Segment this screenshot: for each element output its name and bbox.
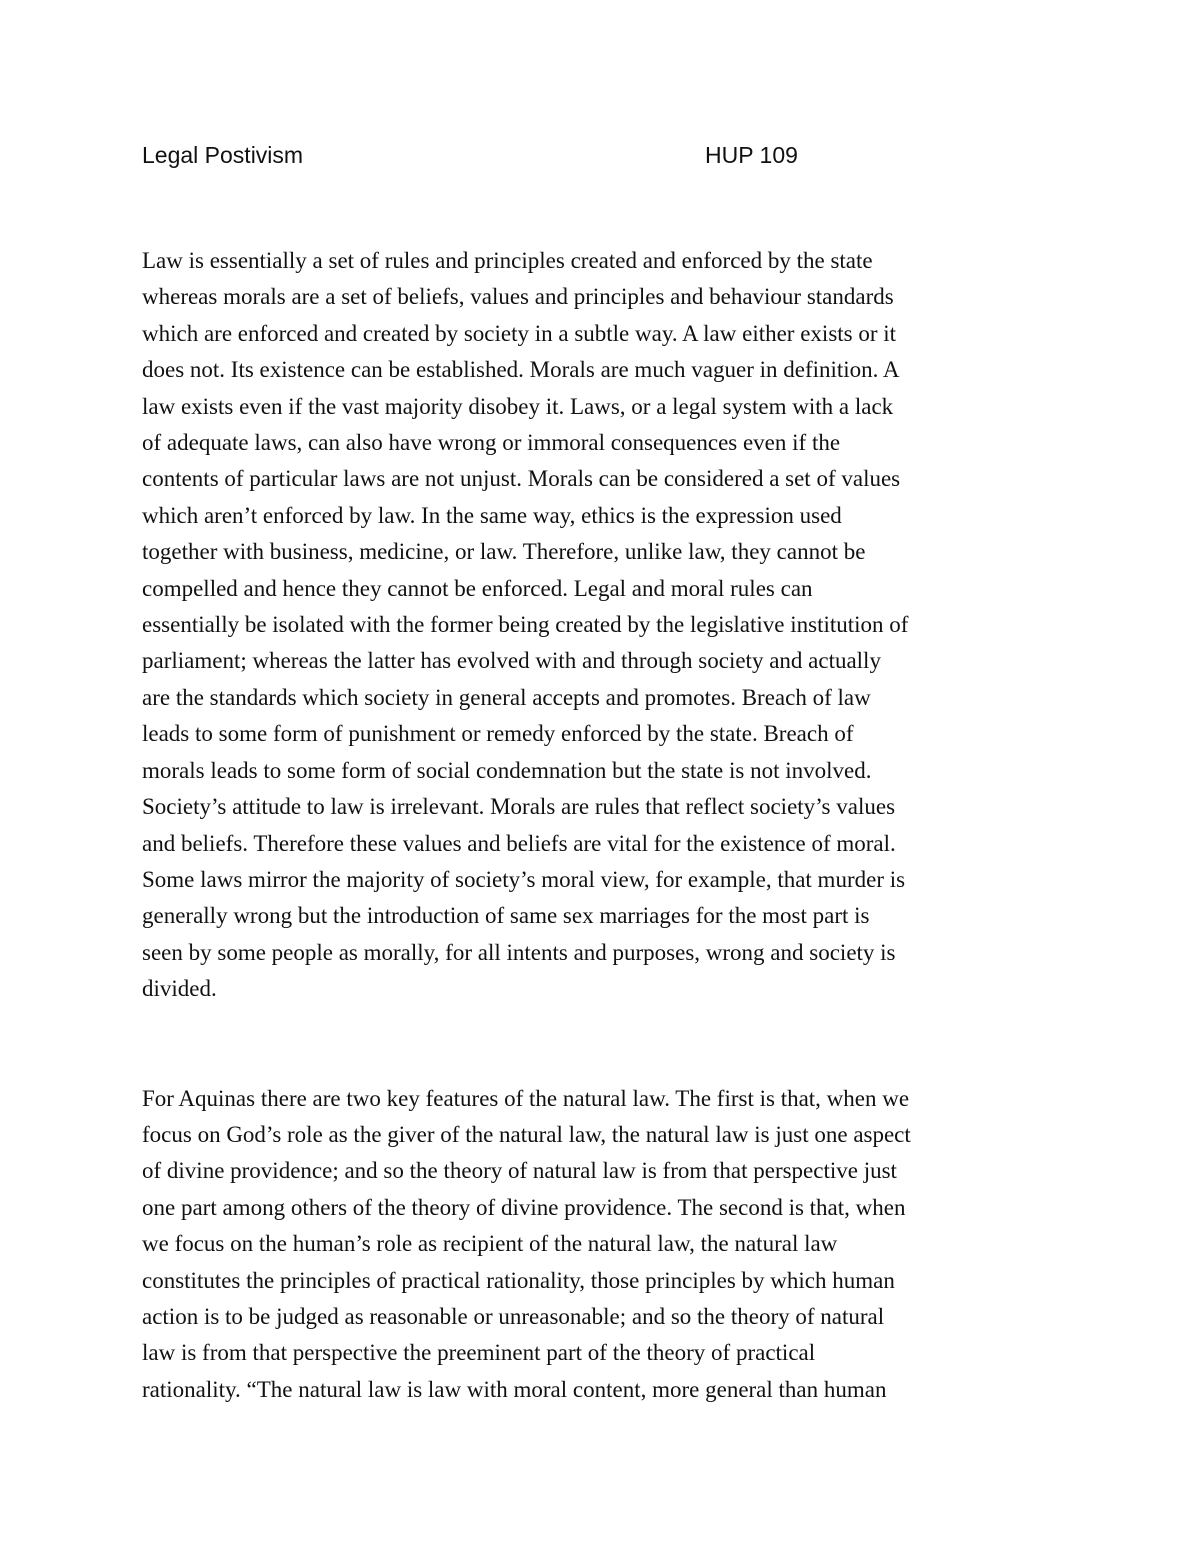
text-line: For Aquinas there are two key features of the natural law. The first is that, when we: [142, 1085, 910, 1111]
text-line: Society’s attitude to law is irrelevant. Morals are rules that reflect society’s values: [142, 794, 896, 820]
text-line: law exists even if the vast majority disobey it. Laws, or a legal system with a lack: [142, 393, 894, 419]
text-line: are the standards which society in general accepts and promotes. Breach of law: [142, 684, 871, 710]
text-line: contents of particular laws are not unjust. Morals can be considered a set of values: [142, 466, 901, 492]
text-line: together with business, medicine, or law. Therefore, unlike law, they cannot be: [142, 539, 866, 565]
text-line: of divine providence; and so the theory of natural law is from that perspective just: [142, 1158, 897, 1184]
text-line: parliament; whereas the latter has evolved with and through society and actually: [142, 648, 881, 674]
document-title: Legal Postivism: [142, 142, 304, 168]
text-line: compelled and hence they cannot be enforced. Legal and moral rules can: [142, 575, 813, 601]
text-line: law is from that perspective the preeminent part of the theory of practical: [142, 1340, 816, 1366]
text-line: essentially be isolated with the former being created by the legislative institution of: [142, 612, 909, 638]
text-line: constitutes the principles of practical rationality, those principles by which human: [142, 1267, 895, 1293]
text-line: which aren’t enforced by law. In the same way, ethics is the expression used: [142, 502, 842, 528]
text-line: leads to some form of punishment or remedy enforced by the state. Breach of: [142, 721, 854, 747]
text-line: morals leads to some form of social condemnation but the state is not involved.: [142, 757, 872, 783]
document-body: [142, 243, 1060, 1408]
text-line: of adequate laws, can also have wrong or immoral consequences even if the: [142, 430, 841, 456]
text-line: we focus on the human’s role as recipient of the natural law, the natural law: [142, 1231, 838, 1257]
paragraph-aquinas-natural-law: [142, 1081, 1060, 1409]
document-header: [142, 142, 1060, 182]
text-line: Law is essentially a set of rules and principles created and enforced by the state: [142, 248, 873, 273]
text-line: one part among others of the theory of divine providence. The second is that, when: [142, 1194, 906, 1220]
text-line: Some laws mirror the majority of society’s moral view, for example, that murder is: [142, 866, 906, 892]
text-line: rationality. “The natural law is law with moral content, more general than human: [142, 1376, 887, 1402]
paragraph-legal-vs-moral: [142, 243, 1060, 1008]
text-line: which are enforced and created by society in a subtle way. A law either exists or it: [142, 320, 897, 346]
text-line: divided.: [142, 976, 217, 1002]
text-line: does not. Its existence can be established. Morals are much vaguer in definition. A: [142, 357, 900, 383]
text-line: action is to be judged as reasonable or unreasonable; and so the theory of natural: [142, 1303, 885, 1329]
text-line: whereas morals are a set of beliefs, values and principles and behaviour standards: [142, 284, 894, 310]
course-code: HUP 109: [705, 142, 798, 168]
paragraph-gap: [142, 1008, 1060, 1081]
text-line: focus on God’s role as the giver of the natural law, the natural law is just one aspect: [142, 1121, 911, 1147]
text-line: seen by some people as morally, for all intents and purposes, wrong and society is: [142, 939, 896, 965]
text-line: and beliefs. Therefore these values and beliefs are vital for the existence of moral.: [142, 830, 896, 856]
text-line: generally wrong but the introduction of same sex marriages for the most part is: [142, 903, 870, 929]
